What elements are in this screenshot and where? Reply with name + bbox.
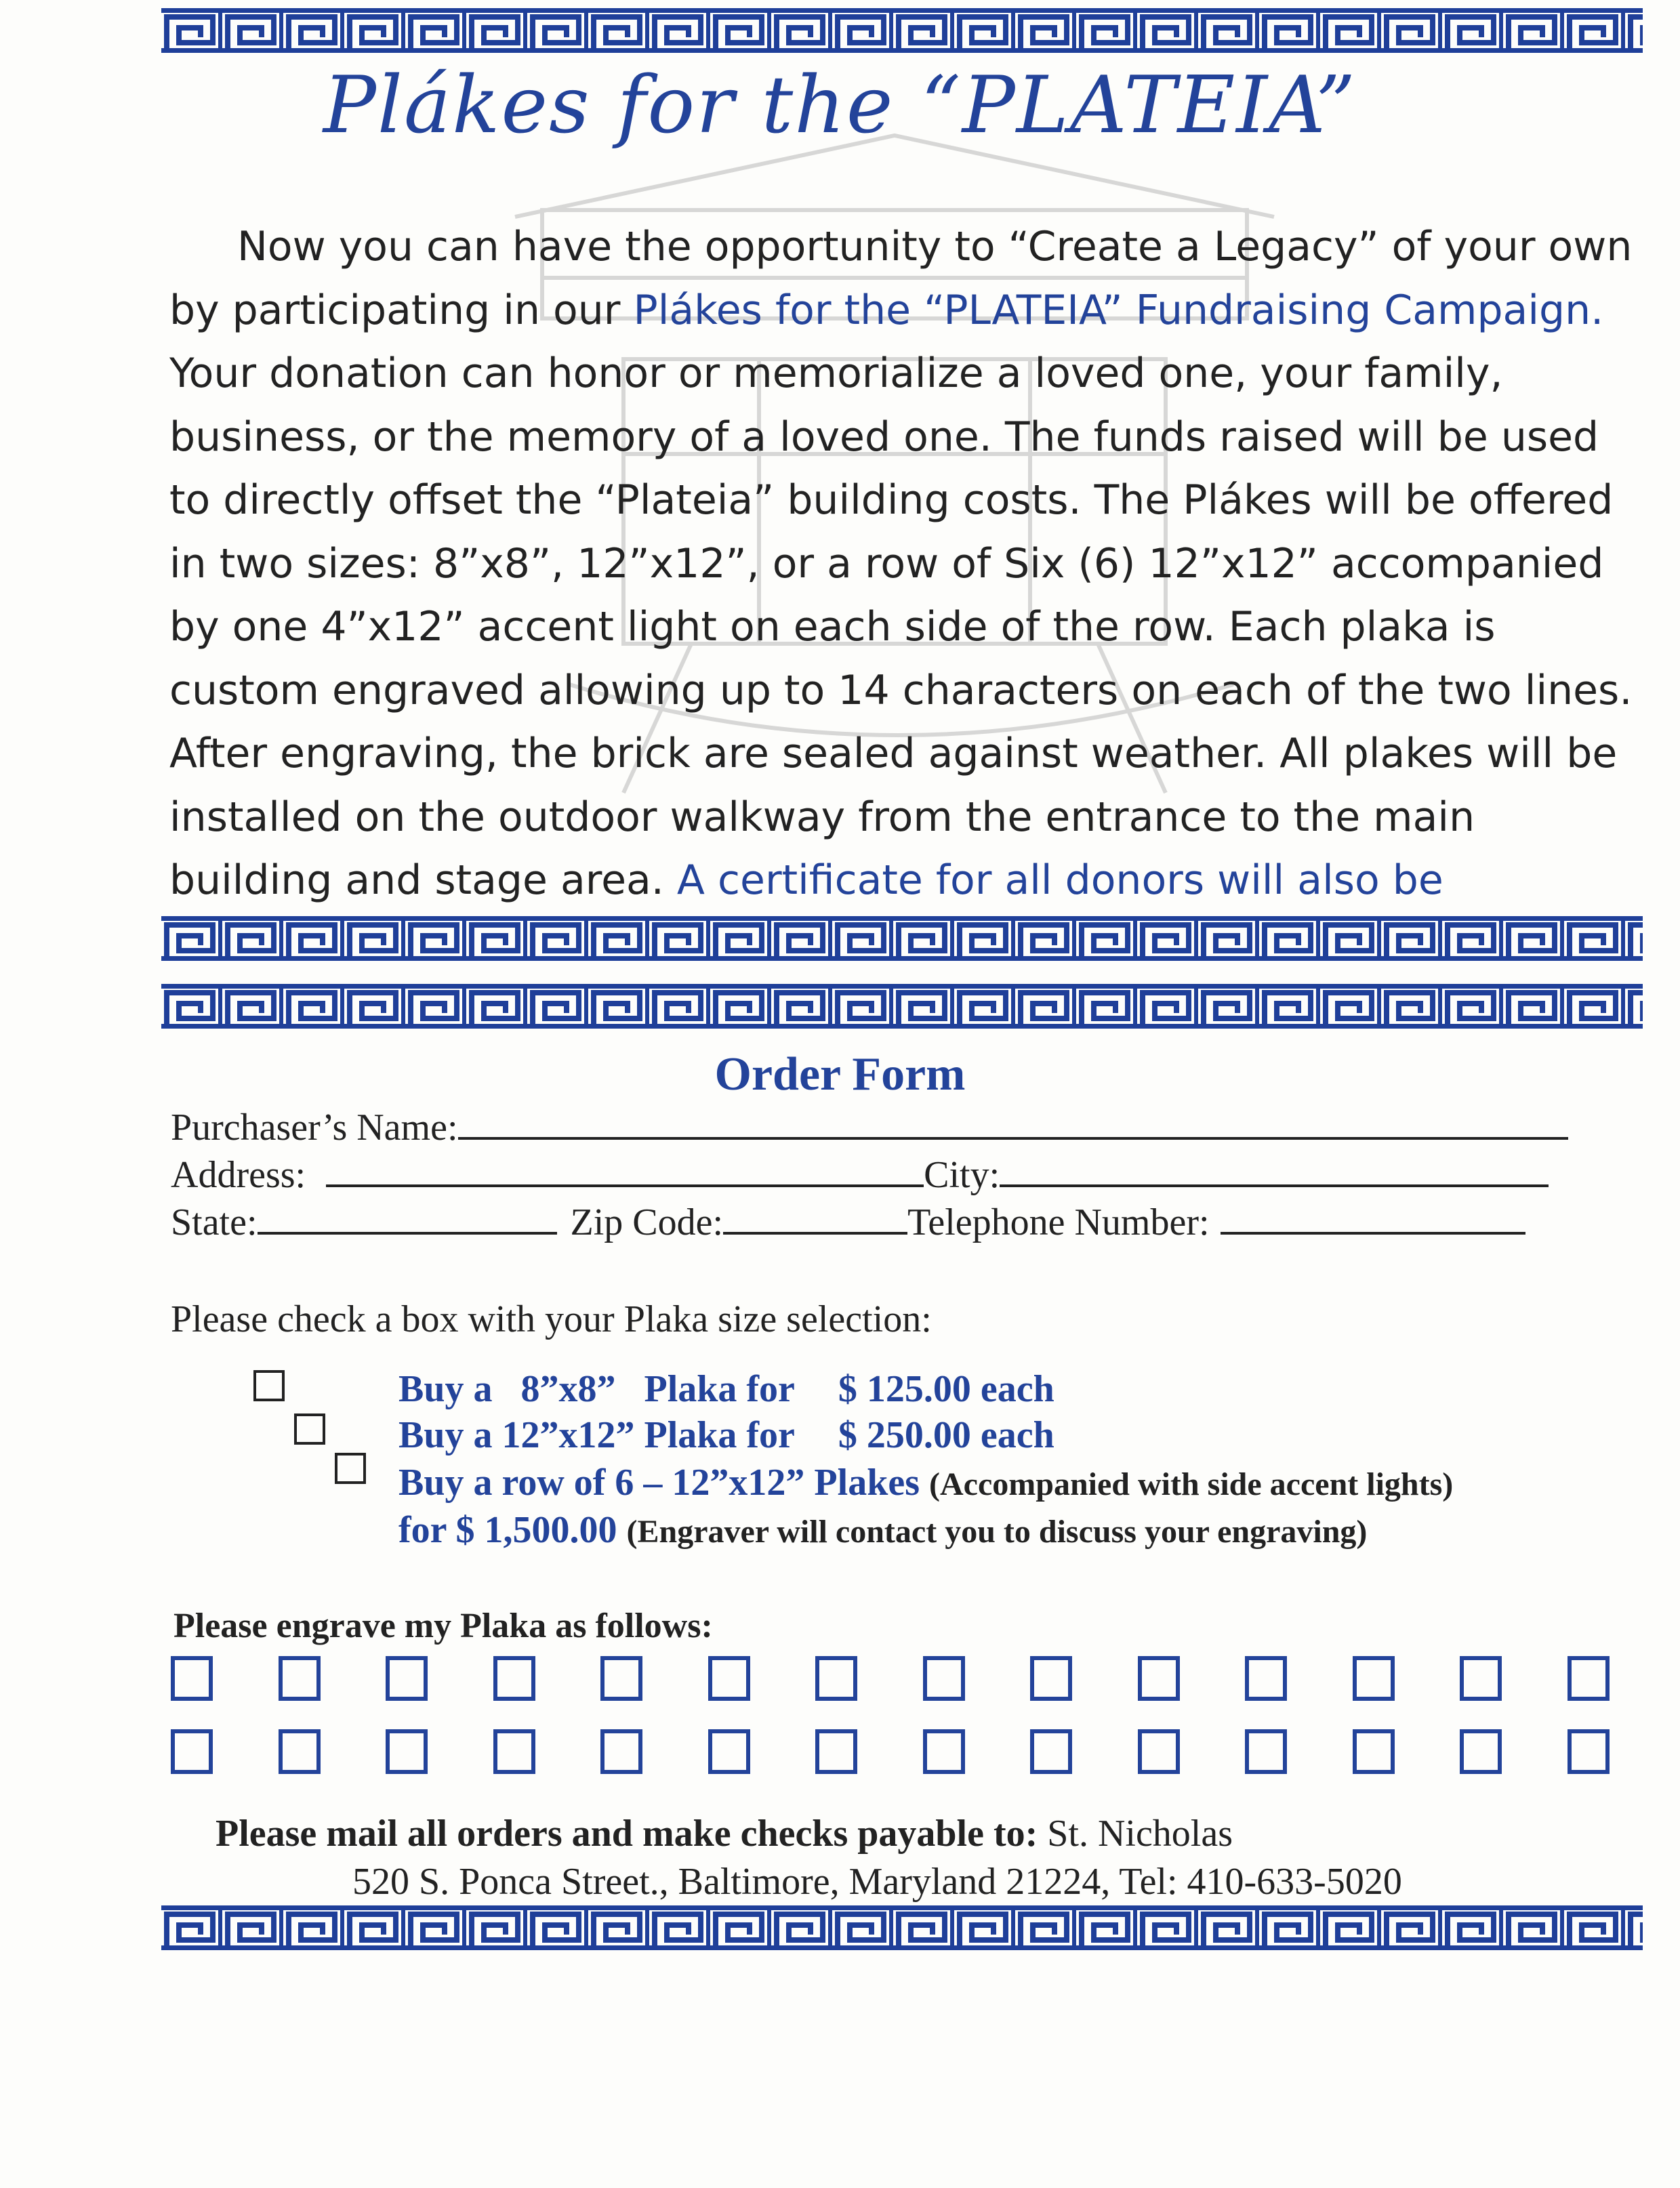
zip-field[interactable] [723, 1201, 907, 1235]
engrave-char-box[interactable] [171, 1656, 213, 1701]
engrave-char-box[interactable] [923, 1656, 965, 1701]
option-8x8 [398, 1367, 1054, 1411]
option-row-price: for $ 1,500.00 [398, 1509, 617, 1551]
engrave-char-box[interactable] [171, 1729, 213, 1774]
page-title: Plákes for the “PLATEIA” [323, 60, 1357, 151]
engrave-char-box[interactable] [1245, 1729, 1287, 1774]
engrave-char-box[interactable] [1030, 1729, 1072, 1774]
phone-field[interactable] [1221, 1201, 1525, 1235]
engrave-char-box[interactable] [708, 1656, 750, 1701]
address-row [171, 1153, 1549, 1197]
greek-key-border-bottom [161, 1905, 1643, 1950]
greek-key-border-middle-2 [161, 984, 1643, 1029]
engrave-char-box[interactable] [815, 1656, 857, 1701]
engrave-char-box[interactable] [1030, 1656, 1072, 1701]
checkbox-row-of-6[interactable] [335, 1453, 366, 1484]
checkbox-12x12[interactable] [294, 1413, 325, 1445]
engrave-char-box[interactable] [1245, 1656, 1287, 1701]
greek-key-border-middle-1 [161, 916, 1643, 961]
engrave-char-box[interactable] [1138, 1729, 1180, 1774]
state-label: State: [171, 1201, 258, 1243]
option-row-note: (Accompanied with side accent lights) [929, 1466, 1454, 1502]
option-row-of-6 [398, 1461, 1453, 1504]
engrave-char-box[interactable] [1353, 1729, 1395, 1774]
phone-label: Telephone Number: [907, 1201, 1210, 1243]
option-12x12 [398, 1413, 1054, 1457]
engrave-char-box[interactable] [600, 1656, 642, 1701]
engrave-char-box[interactable] [815, 1729, 857, 1774]
checkbox-8x8[interactable] [253, 1370, 285, 1401]
engrave-char-box[interactable] [386, 1656, 428, 1701]
city-field[interactable] [1000, 1153, 1549, 1187]
engrave-char-box[interactable] [1568, 1729, 1610, 1774]
intro-text-1: Now you can have the opportunity to “Create a Legacy” of your own by participating in our [169, 223, 1633, 334]
option-12x12-price: $ 250.00 each [838, 1414, 1054, 1456]
order-form-title: Order Form [714, 1048, 966, 1100]
mail-payee: St. Nicholas [1038, 1813, 1233, 1855]
purchaser-row [171, 1106, 1568, 1149]
intro-text-2: Your donation can honor or memorialize a loved one, your family, business, or the memory of a loved one. The funds raised will be used to directly offset the “Plateia” building costs. The Plákes will be offered in two sizes: 8”x8”, 12”x12”, or a row of Six (6) 12”x12” accompanied by one 4”x12” accent light on each side of the row. Each plaka is custom engraved allowing up to 14 characters on each of the two lines. After engraving, the brick are sealed against weather. All plakes will be installed on the outdoor walkway from the entrance to the main building and stage area. [169, 350, 1633, 904]
engrave-char-box[interactable] [279, 1729, 321, 1774]
city-label: City: [924, 1154, 1000, 1196]
zip-label: Zip Code: [570, 1201, 724, 1243]
option-8x8-price: $ 125.00 each [838, 1368, 1054, 1410]
engrave-char-box[interactable] [708, 1729, 750, 1774]
size-selection-prompt: Please check a box with your Plaka size selection: [171, 1298, 932, 1340]
engrave-char-box[interactable] [493, 1656, 535, 1701]
state-row [171, 1201, 1525, 1244]
mail-instructions-bold: Please mail all orders and make checks payable to: [216, 1813, 1038, 1855]
engrave-char-box[interactable] [1460, 1656, 1502, 1701]
engrave-char-box[interactable] [1138, 1656, 1180, 1701]
engrave-char-box[interactable] [1353, 1656, 1395, 1701]
option-8x8-label: Buy a 8”x8” Plaka for [398, 1368, 795, 1410]
state-field[interactable] [258, 1201, 557, 1235]
option-12x12-label: Buy a 12”x12” Plaka for [398, 1414, 795, 1456]
engrave-char-box[interactable] [386, 1729, 428, 1774]
engrave-char-box[interactable] [493, 1729, 535, 1774]
engrave-char-box[interactable] [923, 1729, 965, 1774]
engrave-char-box[interactable] [600, 1729, 642, 1774]
greek-key-border-top [161, 8, 1643, 53]
address-label: Address: [171, 1154, 306, 1196]
option-row-price-line [398, 1508, 1367, 1552]
engrave-char-box[interactable] [279, 1656, 321, 1701]
engrave-char-box[interactable] [1460, 1729, 1502, 1774]
purchaser-label: Purchaser’s Name: [171, 1107, 458, 1149]
purchaser-name-field[interactable] [458, 1106, 1568, 1140]
certificate-note: A certificate for all donors will also be [676, 856, 1443, 904]
address-field[interactable] [326, 1153, 924, 1187]
campaign-name: Plákes for the “PLATEIA” Fundraising Campaign. [633, 286, 1604, 334]
mail-instructions [216, 1812, 1233, 1855]
option-row-price-note: (Engraver will contact you to discuss your engraving) [626, 1514, 1368, 1550]
engrave-char-box[interactable] [1568, 1656, 1610, 1701]
engrave-label: Please engrave my Plaka as follows: [173, 1607, 713, 1645]
intro-paragraph [169, 215, 1633, 976]
option-row-label: Buy a row of 6 – 12”x12” Plakes [398, 1462, 920, 1504]
mail-address: 520 S. Ponca Street., Baltimore, Maryland 21224, Tel: 410-633-5020 [352, 1861, 1402, 1903]
